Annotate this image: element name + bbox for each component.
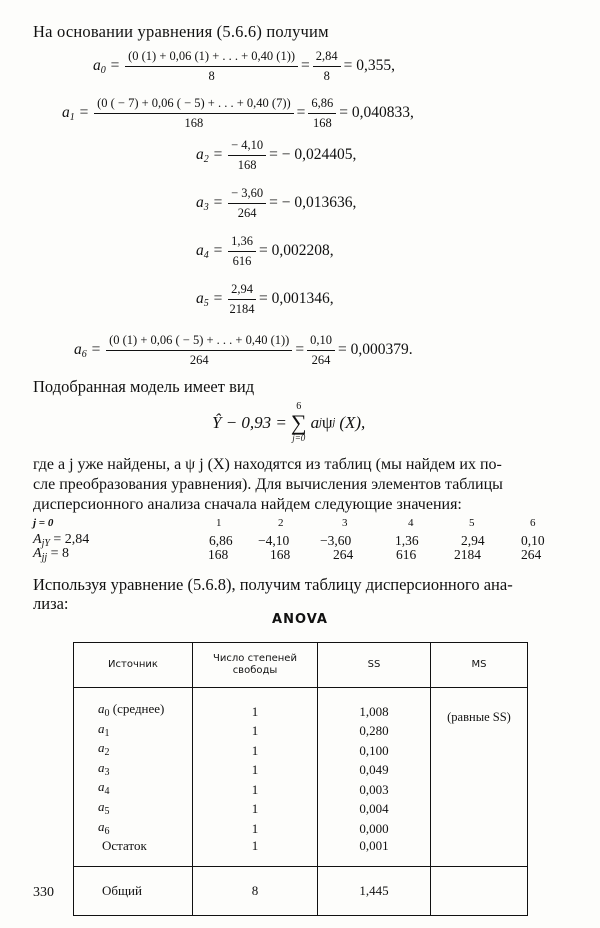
fraction: $\frac{(0 ( - 7) + 0,06 ( - 5) + . . . + 0,40 (7))}{168}$ bbox=[94, 95, 294, 132]
header-ms: MS bbox=[431, 643, 528, 688]
eq-lhs: a bbox=[93, 56, 101, 74]
AjY-value: 0,10 bbox=[521, 533, 545, 548]
equation-a0: $a_0$ = $\frac{(0 (1) + 0,06 (1) + . . . + 0,40 (1))}{8}$ = $\frac{2,84}{8}$ = 0,355, bbox=[93, 49, 396, 83]
fraction: $\frac{(0 (1) + 0,06 ( - 5) + . . . + 0,40 (1))}{264}$ bbox=[106, 332, 292, 369]
equation-a3: $a_3$ = $\frac{- 3,60}{264}$ = − 0,013636, bbox=[196, 186, 357, 220]
eq-sub: 0 bbox=[100, 64, 106, 76]
table-row: Остаток 1 0,001 bbox=[74, 839, 528, 866]
Ajj-value: 2184 bbox=[454, 547, 481, 562]
table-row: $a_3$ 1 0,049 bbox=[74, 761, 528, 781]
AjY-value: 1,36 bbox=[395, 533, 419, 548]
table-row: $a_6$ 1 0,000 bbox=[74, 820, 528, 840]
header-df: Число степеней свободы bbox=[193, 643, 318, 688]
j-label: j = 0 bbox=[33, 517, 54, 529]
table-row: $a_4$ 1 0,003 bbox=[74, 780, 528, 800]
table-header-row bbox=[74, 643, 528, 688]
anova-intro-line: лиза: bbox=[33, 594, 69, 613]
anova-table bbox=[73, 642, 528, 916]
fraction: $\frac{0,10}{264}$ bbox=[307, 332, 335, 369]
table-row: $a_2$ 1 0,100 bbox=[74, 741, 528, 761]
equation-a2: $a_2$ = $\frac{- 4,10}{168}$ = − 0,024405, bbox=[196, 138, 357, 172]
fraction: $\frac{(0 (1) + 0,06 (1) + . . . + 0,40 (1))}{8}$ bbox=[125, 48, 298, 85]
sum-symbol: 6 ∑ j=0 bbox=[290, 401, 307, 443]
fraction: $\frac{6,86}{168}$ bbox=[308, 95, 336, 132]
table-total-row: Общий 8 1,445 bbox=[74, 866, 528, 915]
Ajj-value: 264 bbox=[333, 547, 354, 562]
Ajj-value: 264 bbox=[521, 547, 542, 562]
j-value: 2 bbox=[278, 517, 284, 529]
equation-a4: $a_4$ = $\frac{1,36}{616}$ = 0,002208, bbox=[196, 234, 334, 268]
table-row: $a_5$ 1 0,004 bbox=[74, 800, 528, 820]
anova-intro-line: Используя уравнение (5.6.8), получим таблицу дисперсионного ана- bbox=[33, 575, 513, 594]
page-number: 330 bbox=[33, 885, 54, 900]
body-line: где a j уже найдены, а ψ j (X) находятся из таблиц (мы найдем их по- bbox=[33, 456, 502, 473]
table-row: $a_0$ (среднее) 1 1,008 (равные SS) bbox=[74, 688, 528, 722]
fraction: $\frac{- 4,10}{168}$ bbox=[228, 137, 266, 174]
anova-title: ANOVA bbox=[272, 612, 328, 627]
j-value: 4 bbox=[408, 517, 414, 529]
AjY-row-label: $A_{jY} = 2,84$ bbox=[33, 532, 90, 549]
equation-a5: $a_5$ = $\frac{2,94}{2184}$ = 0,001346, bbox=[196, 282, 334, 316]
AjY-value: −4,10 bbox=[258, 533, 290, 548]
header-source: Источник bbox=[74, 643, 193, 688]
model-intro: Подобранная модель имеет вид bbox=[33, 377, 255, 396]
AjY-value: 6,86 bbox=[209, 533, 233, 548]
j-value: 5 bbox=[469, 517, 475, 529]
equation-a6: $a_6$ = $\frac{(0 (1) + 0,06 ( - 5) + . . . + 0,40 (1))}{264}$ = $\frac{0,10}{264}$ = 0,000379. bbox=[74, 333, 413, 367]
body-line: дисперсионного анализа сначала найдем следующие значения: bbox=[33, 496, 462, 513]
fraction: $\frac{2,84}{8}$ bbox=[313, 48, 341, 85]
Ajj-value: 168 bbox=[208, 547, 229, 562]
body-line: сле преобразования уравнения). Для вычисления элементов таблицы bbox=[33, 476, 503, 493]
equation-a1: $a_1$ = $\frac{(0 ( - 7) + 0,06 ( - 5) + . . . + 0,40 (7))}{168}$ = $\frac{6,86}{168}$ = 0,040833, bbox=[62, 96, 414, 130]
j-value: 3 bbox=[342, 517, 348, 529]
Ajj-row-label: $A_{jj} = 8$ bbox=[33, 546, 70, 563]
fraction: $\frac{2,94}{2184}$ bbox=[229, 282, 255, 316]
Ajj-value: 616 bbox=[396, 547, 417, 562]
AjY-value: 2,94 bbox=[461, 533, 485, 548]
header-ss: SS bbox=[318, 643, 431, 688]
model-equation: Ŷ − 0,93 = 6 ∑ j=0 a j ψ j (X), bbox=[212, 401, 366, 443]
table-row: $a_1$ 1 0,280 bbox=[74, 722, 528, 742]
AjY-value: −3,60 bbox=[320, 533, 352, 548]
body-paragraph bbox=[33, 455, 573, 515]
j-value: 6 bbox=[530, 517, 536, 529]
j-value: 1 bbox=[216, 517, 222, 529]
Ajj-value: 168 bbox=[270, 547, 291, 562]
fraction: $\frac{- 3,60}{264}$ bbox=[228, 185, 266, 222]
ms-note: (равные SS) bbox=[447, 710, 511, 724]
fraction: $\frac{1,36}{616}$ bbox=[228, 233, 256, 270]
intro-text: На основании уравнения (5.6.6) получим bbox=[33, 22, 329, 41]
